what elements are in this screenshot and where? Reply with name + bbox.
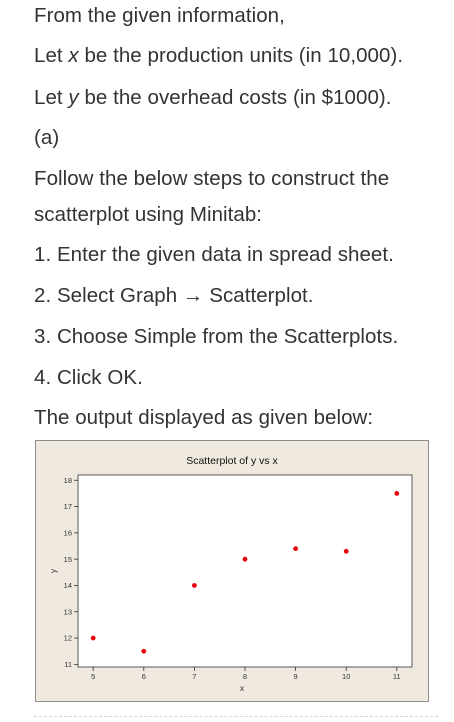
data-point: [344, 549, 349, 554]
define-x-suffix: be the production units (in 10,000).: [78, 44, 404, 67]
x-tick-label: 6: [141, 672, 146, 681]
intro-line: From the given information,: [34, 4, 285, 27]
plot-area: [78, 475, 412, 667]
x-axis-label: x: [240, 684, 244, 693]
define-x-prefix: Let: [34, 44, 69, 67]
y-tick-label: 11: [64, 659, 72, 669]
define-y-line: [34, 86, 392, 110]
define-x-line: [34, 44, 403, 68]
scatterplot-figure: [35, 440, 429, 702]
y-tick-label: 18: [63, 475, 72, 485]
step-1: 1. Enter the given data in spread sheet.: [34, 243, 394, 266]
step-4: 4. Click OK.: [34, 366, 143, 389]
scatterplot-svg: [36, 441, 428, 701]
data-point: [91, 636, 96, 641]
section-divider: [34, 716, 438, 717]
y-variable: y: [68, 86, 79, 109]
y-tick-label: 16: [63, 528, 72, 538]
y-tick-label: 14: [63, 581, 72, 591]
step-2: 2. Select Graph → Scatterplot.: [34, 284, 314, 307]
y-tick-label: 15: [63, 554, 72, 564]
x-tick-label: 7: [192, 672, 197, 681]
output-intro: The output displayed as given below:: [34, 406, 374, 429]
instructions-line-1: Follow the below steps to construct the: [34, 167, 390, 190]
y-axis-label: y: [49, 569, 58, 573]
x-tick-label: 9: [293, 672, 298, 681]
part-label: (a): [34, 126, 60, 149]
x-tick-label: 5: [91, 672, 96, 681]
x-tick-label: 8: [242, 672, 248, 681]
data-point: [243, 557, 248, 562]
y-tick-label: 13: [63, 607, 72, 617]
data-point: [192, 583, 197, 588]
instructions-line-2: scatterplot using Minitab:: [34, 203, 263, 226]
y-tick-label: 17: [63, 502, 72, 512]
data-point: [394, 491, 399, 496]
step-3: 3. Choose Simple from the Scatterplots.: [34, 325, 399, 348]
define-y-prefix: Let: [34, 86, 69, 109]
define-y-suffix: be the overhead costs (in $1000).: [78, 86, 392, 109]
x-tick-label: 11: [392, 672, 401, 681]
x-variable: x: [68, 44, 79, 67]
x-tick-label: 10: [342, 672, 351, 681]
data-point: [141, 649, 146, 654]
data-point: [293, 546, 298, 551]
y-tick-label: 12: [63, 633, 72, 643]
chart-title: Scatterplot of y vs x: [186, 455, 278, 467]
